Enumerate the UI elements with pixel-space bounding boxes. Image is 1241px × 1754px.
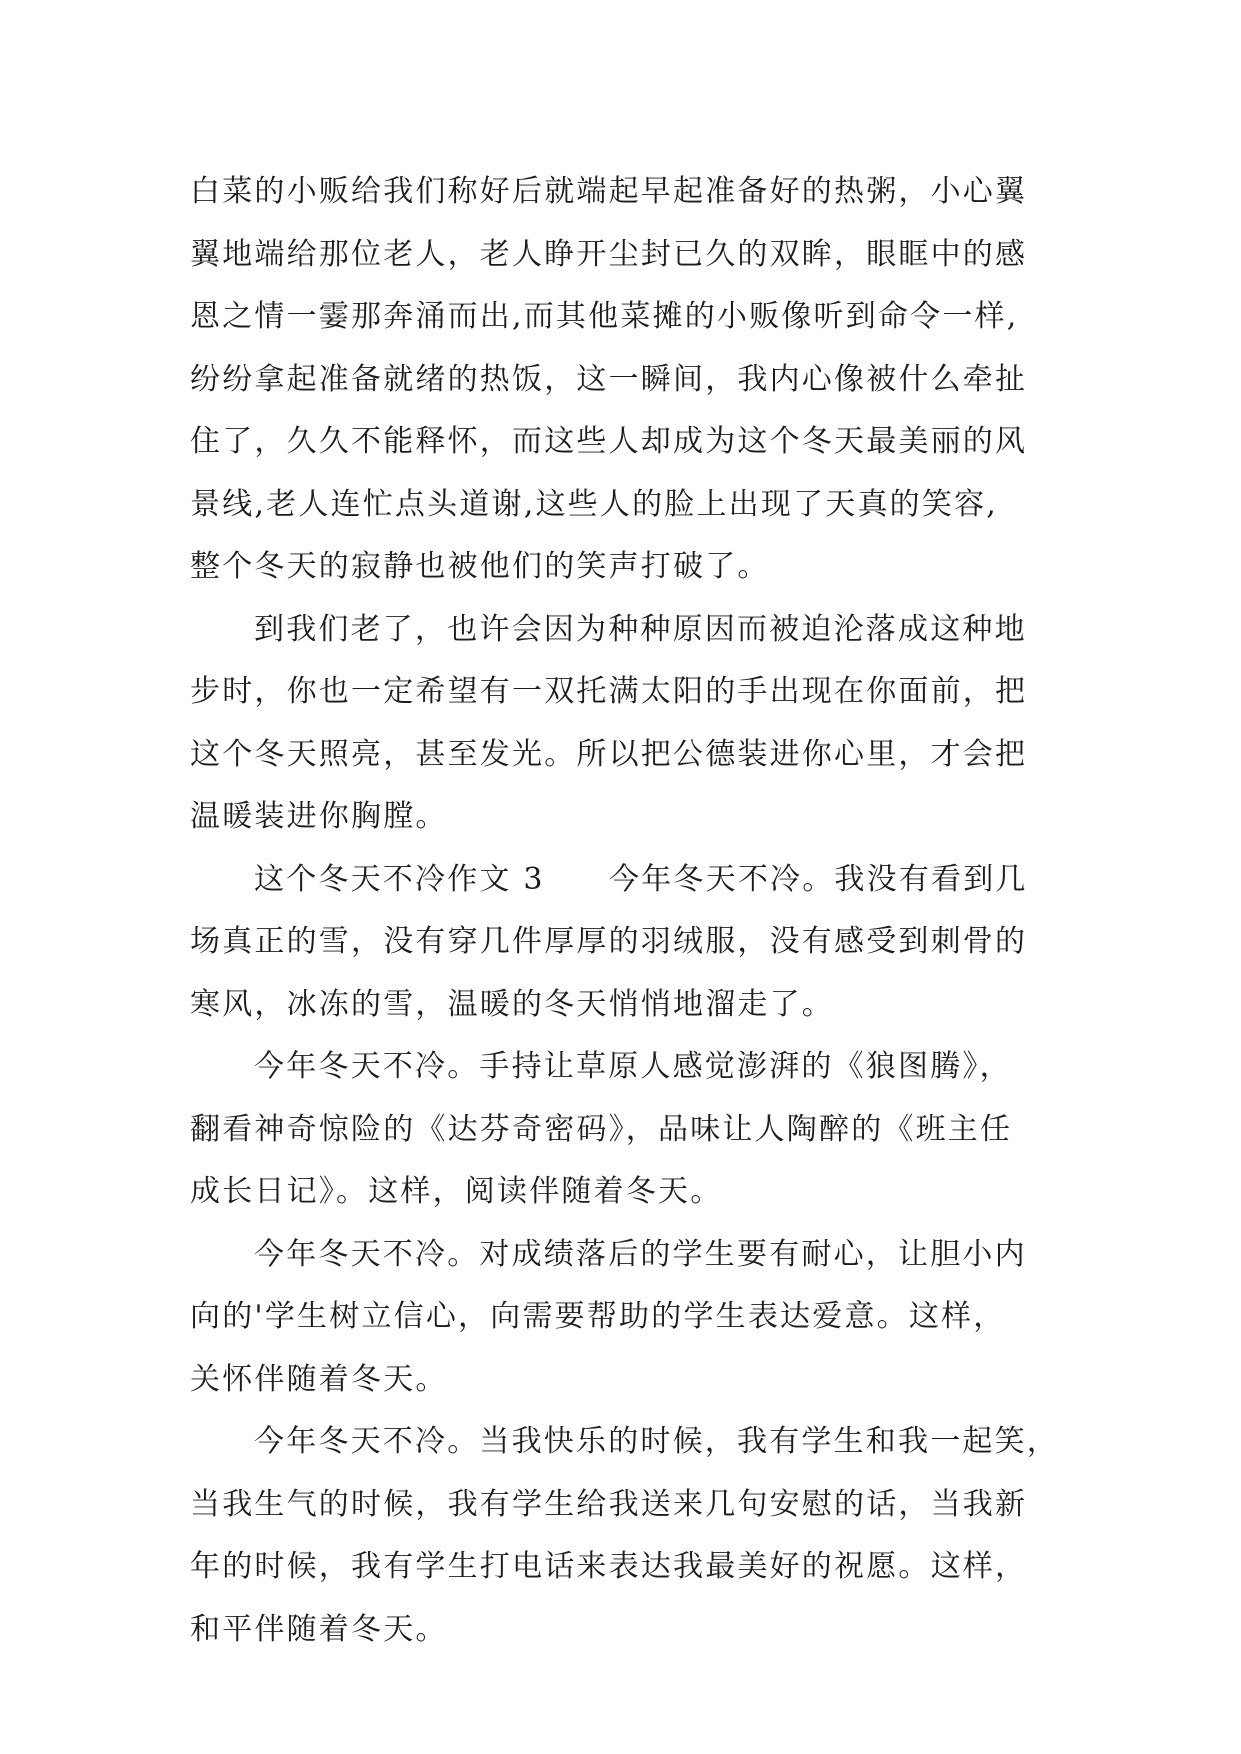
text-line: 白菜的小贩给我们称好后就端起早起准备好的热粥，小心翼 [190, 174, 1028, 209]
text-line: 今年冬天不冷。对成绩落后的学生要有耐心，让胆小内 [254, 1236, 1027, 1272]
text-line: 到我们老了，也许会因为种种原因而被迫沦落成这种地 [254, 611, 1027, 647]
text-line: 今年冬天不冷。当我快乐的时候，我有学生和我一起笑， [254, 1424, 1059, 1459]
text-line: 当我生气的时候，我有学生给我送来几句安慰的话，当我新 [190, 1486, 1028, 1522]
text-line: 住了，久久不能释怀，而这些人却成为这个冬天最美丽的风 [190, 424, 1028, 459]
text-line: 关怀伴随着冬天。 [190, 1361, 448, 1397]
text-line: 步时，你也一定希望有一双托满太阳的手出现在你面前，把 [190, 674, 1028, 709]
text-line: 景线,老人连忙点头道谢,这些人的脸上出现了天真的笑容, [190, 486, 999, 522]
text-line: 和平伴随着冬天。 [190, 1611, 448, 1647]
paragraph-4 [190, 1036, 1090, 1224]
paragraph-2 [190, 599, 1090, 849]
paragraph-6 [190, 1411, 1090, 1661]
text-line: 今年冬天不冷。手持让草原人感觉澎湃的《狼图腾》， [254, 1049, 1012, 1084]
text-line: 寒风，冰冻的雪，温暖的冬天悄悄地溜走了。 [190, 986, 834, 1022]
text-line: 恩之情一霎那奔涌而出,而其他菜摊的小贩像听到命令一样, [190, 299, 1019, 334]
paragraph-5 [190, 1224, 1090, 1412]
text-line: 整个冬天的寂静也被他们的笑声打破了。 [190, 549, 770, 584]
text-line: 翼地端给那位老人，老人睁开尘封已久的双眸，眼眶中的感 [190, 236, 1028, 272]
paragraph-1 [190, 161, 1090, 599]
text-line: 这个冬天照亮，甚至发光。所以把公德装进你心里，才会把 [190, 736, 1028, 772]
paragraph-3 [190, 849, 1090, 1037]
text-line: 场真正的雪，没有穿几件厚厚的羽绒服，没有感受到刺骨的 [190, 924, 1028, 959]
text-line: 年的时候，我有学生打电话来表达我最美好的祝愿。这样， [190, 1549, 1028, 1584]
text-line: 纷纷拿起准备就绪的热饭，这一瞬间，我内心像被什么牵扯 [190, 361, 1028, 397]
text-line: 成长日记》。这样，阅读伴随着冬天。 [190, 1174, 723, 1209]
text-line: 翻看神奇惊险的《达芬奇密码》，品味让人陶醉的《班主任 [190, 1111, 1013, 1147]
text-line: 这个冬天不冷作文 3 今年冬天不冷。我没有看到几 [254, 861, 1028, 897]
text-line: 向的'学生树立信心，向需要帮助的学生表达爱意。这样， [190, 1299, 1006, 1334]
text-line: 温暖装进你胸膛。 [190, 799, 448, 834]
article-body [190, 161, 1090, 1661]
